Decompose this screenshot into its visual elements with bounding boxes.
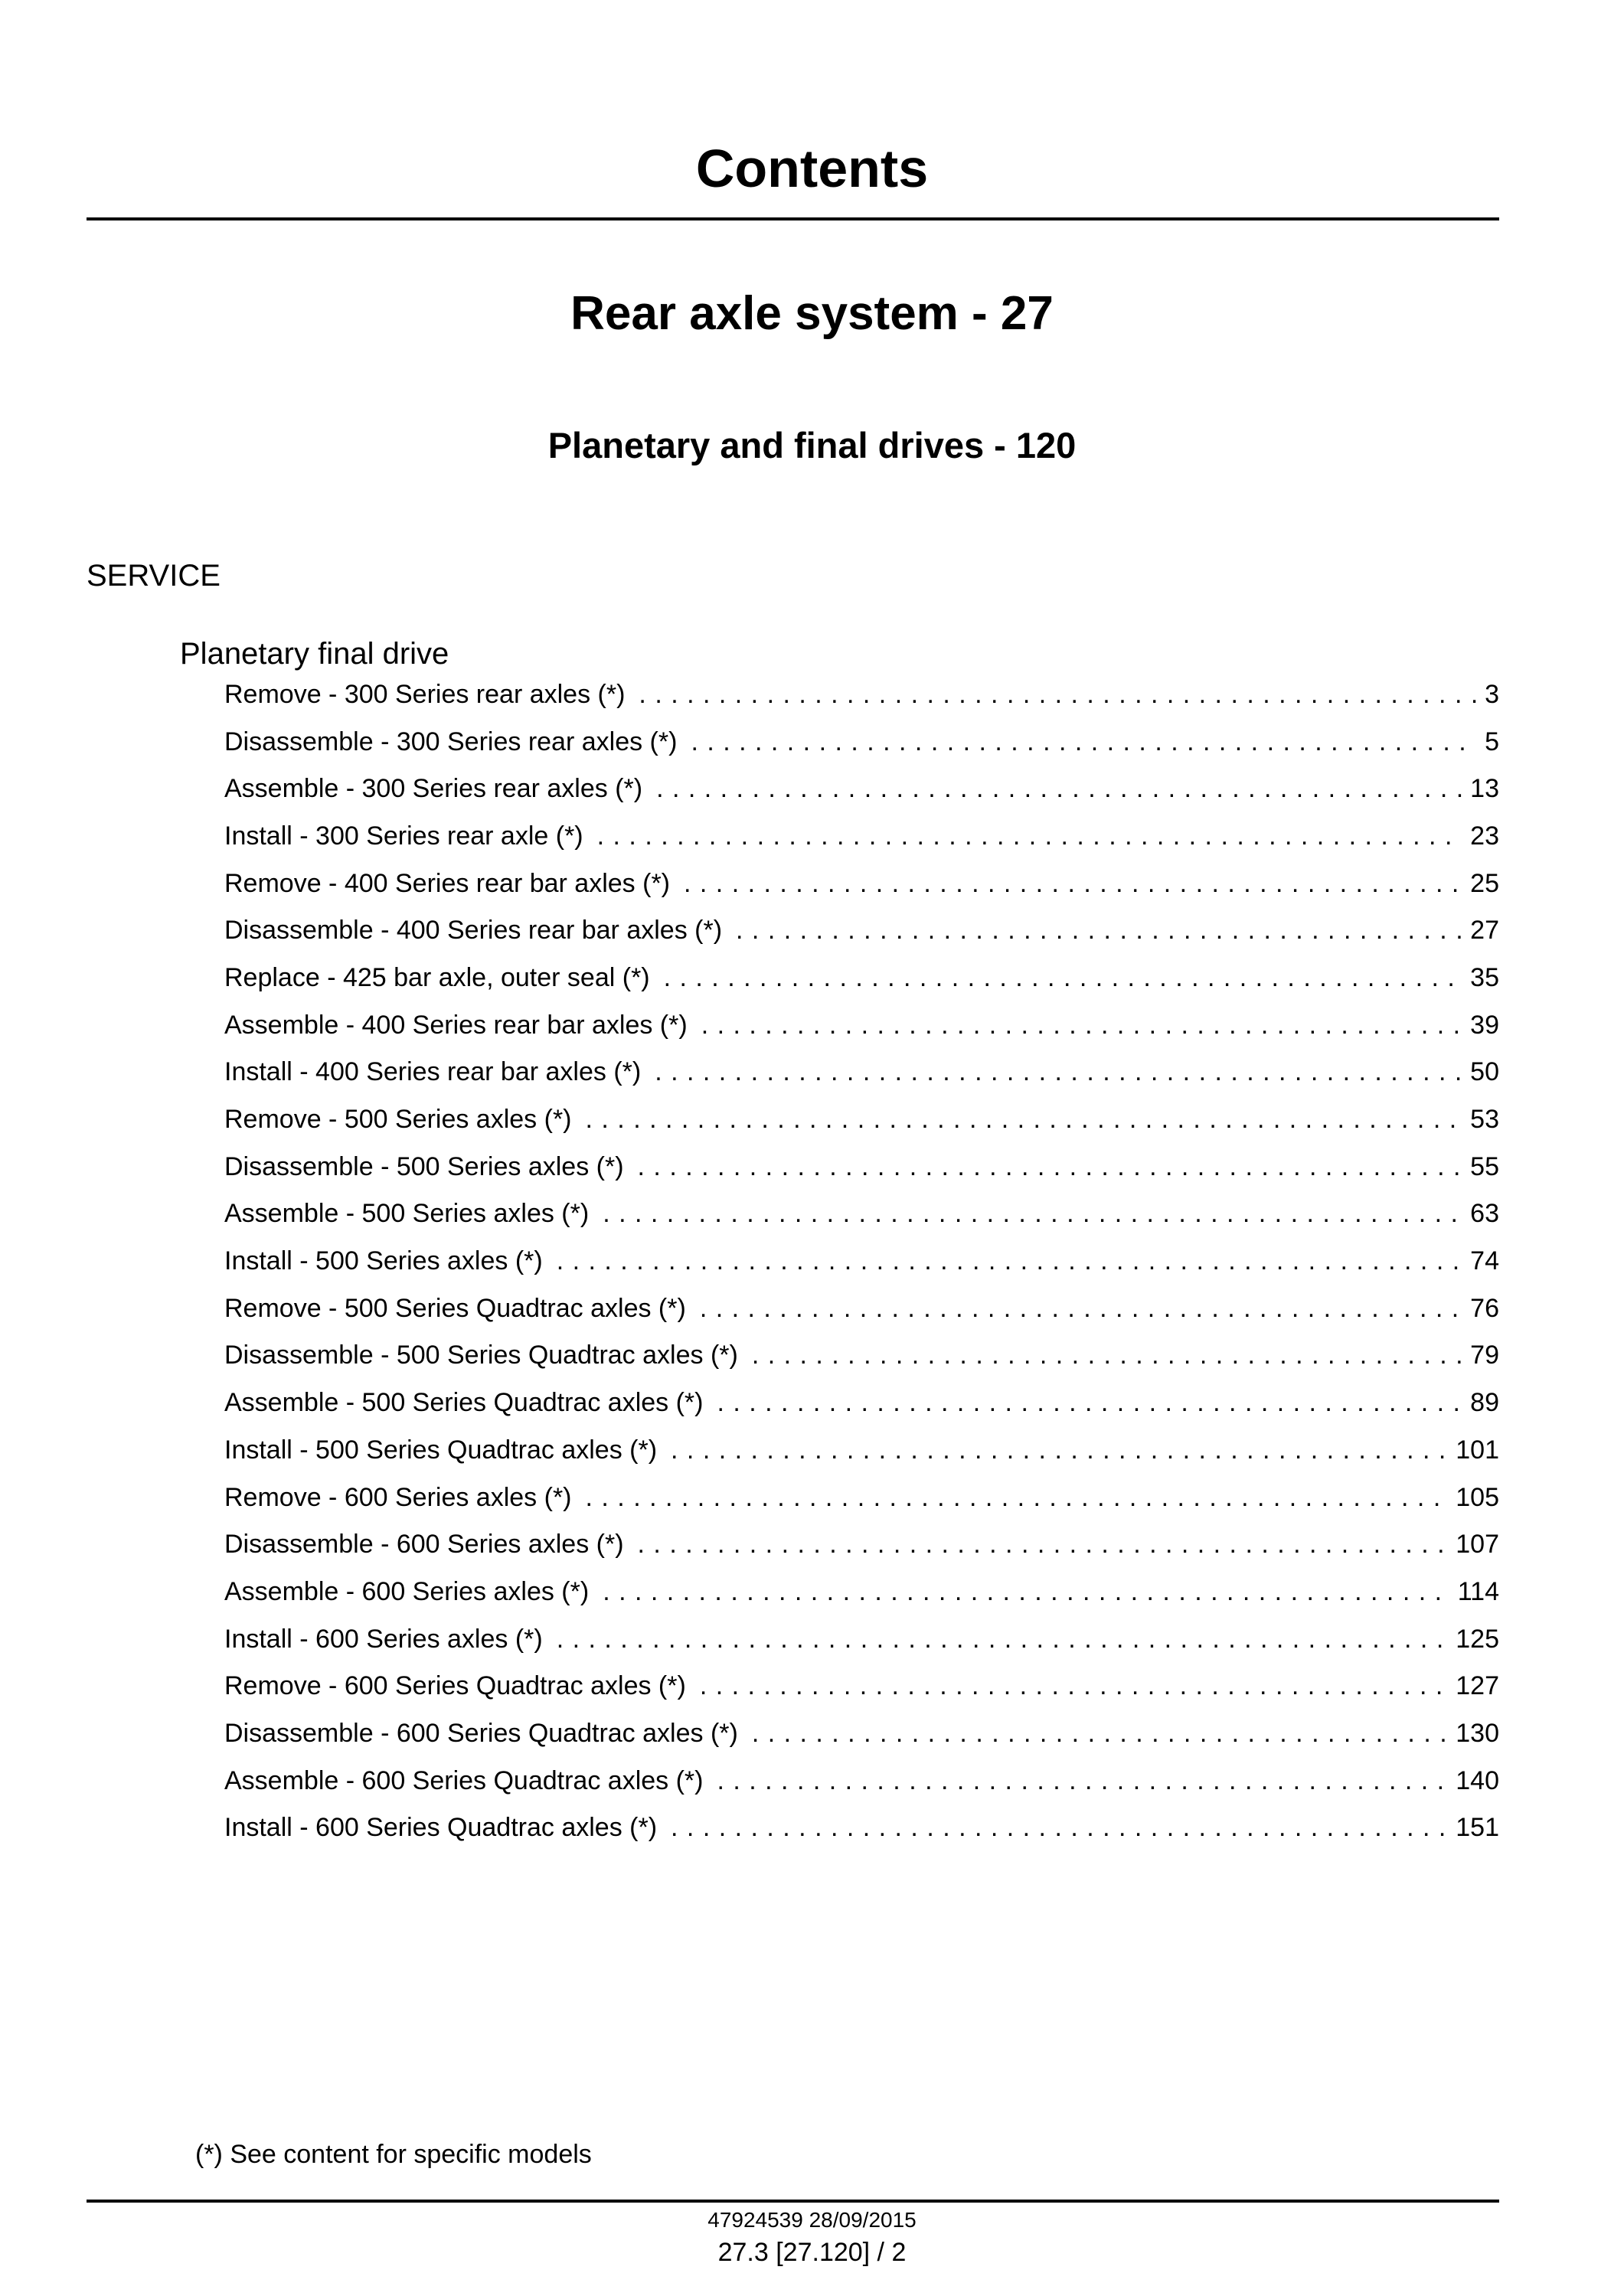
toc-entry-label: Install - 600 Series Quadtrac axles (*): [224, 1813, 658, 1843]
toc-entry[interactable]: [224, 1426, 1499, 1474]
toc-leader-dots: [701, 1008, 1462, 1042]
toc-leader-dots: [557, 1244, 1462, 1278]
toc-entry-page: 25: [1470, 868, 1499, 898]
toc-entry-page: 63: [1470, 1199, 1499, 1229]
toc-entry-page: 50: [1470, 1057, 1499, 1087]
toc-entry[interactable]: [224, 1520, 1499, 1568]
toc-entry-page: 39: [1470, 1010, 1499, 1040]
toc-entry[interactable]: [224, 1237, 1499, 1285]
toc-entry[interactable]: [224, 1285, 1499, 1332]
toc-entry-page: 74: [1470, 1246, 1499, 1276]
toc-entry-label: Disassemble - 500 Series Quadtrac axles (*): [224, 1341, 738, 1370]
toc-entry[interactable]: [224, 1615, 1499, 1663]
toc-entry-label: Install - 400 Series rear bar axles (*): [224, 1057, 642, 1087]
toc-entry-page: 127: [1456, 1671, 1499, 1701]
toc-entry-label: Remove - 500 Series Quadtrac axles (*): [224, 1293, 686, 1323]
toc-entry-label: Assemble - 400 Series rear bar axles (*): [224, 1010, 688, 1040]
toc-entry-page: 101: [1456, 1435, 1499, 1465]
toc-entry-label: Disassemble - 600 Series axles (*): [224, 1530, 624, 1560]
toc-entry-label: Disassemble - 300 Series rear axles (*): [224, 727, 678, 756]
toc-entry-label: Remove - 600 Series axles (*): [224, 1482, 572, 1512]
toc-entry-label: Replace - 425 bar axle, outer seal (*): [224, 962, 650, 992]
toc-entry-page: 76: [1470, 1293, 1499, 1323]
toc-leader-dots: [671, 1811, 1448, 1844]
toc-leader-dots: [597, 819, 1463, 853]
group-label: Planetary final drive: [180, 637, 449, 671]
toc-entry[interactable]: [224, 1049, 1499, 1096]
toc-entry-label: Disassemble - 500 Series axles (*): [224, 1151, 624, 1181]
toc-entry-label: Disassemble - 400 Series rear bar axles (*): [224, 916, 723, 946]
table-of-contents: [224, 671, 1499, 1851]
system-heading: Rear axle system - 27: [570, 287, 1054, 340]
toc-entry-label: Install - 500 Series axles (*): [224, 1246, 543, 1276]
toc-leader-dots: [638, 1527, 1449, 1561]
toc-entry[interactable]: [224, 860, 1499, 907]
toc-entry-page: 55: [1470, 1151, 1499, 1181]
toc-entry[interactable]: [224, 1757, 1499, 1804]
toc-entry[interactable]: [224, 1474, 1499, 1521]
toc-entry[interactable]: [224, 1379, 1499, 1426]
toc-leader-dots: [691, 725, 1477, 759]
toc-entry[interactable]: [224, 765, 1499, 812]
toc-entry-label: Disassemble - 600 Series Quadtrac axles (*): [224, 1718, 738, 1748]
toc-entry-page: 125: [1456, 1624, 1499, 1654]
toc-leader-dots: [603, 1197, 1462, 1230]
toc-entry-page: 114: [1457, 1576, 1499, 1606]
toc-entry[interactable]: [224, 1804, 1499, 1852]
toc-leader-dots: [586, 1481, 1449, 1514]
toc-entry[interactable]: [224, 1096, 1499, 1143]
toc-entry-page: 151: [1456, 1813, 1499, 1843]
toc-leader-dots: [752, 1338, 1462, 1372]
toc-leader-dots: [736, 913, 1462, 947]
header-rule: [87, 217, 1499, 220]
toc-leader-dots: [655, 1055, 1462, 1089]
toc-entry-label: Install - 500 Series Quadtrac axles (*): [224, 1435, 658, 1465]
toc-entry-page: 140: [1456, 1765, 1499, 1795]
toc-leader-dots: [717, 1386, 1462, 1419]
toc-entry-label: Assemble - 600 Series axles (*): [224, 1576, 590, 1606]
toc-leader-dots: [603, 1575, 1450, 1609]
toc-leader-dots: [656, 772, 1462, 805]
toc-entry-page: 23: [1470, 821, 1499, 851]
toc-leader-dots: [700, 1292, 1462, 1325]
toc-leader-dots: [717, 1764, 1448, 1798]
toc-entry[interactable]: [224, 1190, 1499, 1238]
toc-entry-page: 79: [1470, 1341, 1499, 1370]
page-reference: 27.3 [27.120] / 2: [717, 2238, 907, 2267]
toc-entry[interactable]: [224, 812, 1499, 860]
toc-entry[interactable]: [224, 1710, 1499, 1757]
toc-entry[interactable]: [224, 1001, 1499, 1049]
toc-entry-page: 130: [1456, 1718, 1499, 1748]
toc-entry-label: Assemble - 600 Series Quadtrac axles (*): [224, 1765, 704, 1795]
toc-entry[interactable]: [224, 1143, 1499, 1190]
toc-leader-dots: [557, 1622, 1449, 1656]
footnote: (*) See content for specific models: [195, 2140, 592, 2169]
toc-entry-label: Assemble - 500 Series axles (*): [224, 1199, 590, 1229]
toc-entry[interactable]: [224, 671, 1499, 718]
toc-entry-label: Remove - 400 Series rear bar axles (*): [224, 868, 671, 898]
toc-entry-page: 89: [1470, 1388, 1499, 1418]
toc-entry-label: Remove - 600 Series Quadtrac axles (*): [224, 1671, 686, 1701]
toc-entry-page: 35: [1470, 962, 1499, 992]
toc-entry[interactable]: [224, 1332, 1499, 1380]
document-id: 47924539 28/09/2015: [707, 2208, 917, 2232]
toc-leader-dots: [586, 1102, 1463, 1136]
toc-entry[interactable]: [224, 1568, 1499, 1615]
toc-leader-dots: [752, 1716, 1448, 1750]
toc-entry-page: 13: [1470, 774, 1499, 804]
toc-leader-dots: [639, 678, 1477, 711]
toc-leader-dots: [638, 1150, 1463, 1184]
toc-leader-dots: [664, 961, 1463, 994]
toc-entry-page: 5: [1485, 727, 1499, 756]
toc-leader-dots: [671, 1433, 1448, 1467]
toc-entry-page: 27: [1470, 916, 1499, 946]
footer-rule: [87, 2200, 1499, 2203]
toc-entry-label: Remove - 500 Series axles (*): [224, 1105, 572, 1135]
toc-entry[interactable]: [224, 906, 1499, 954]
toc-entry-page: 53: [1470, 1105, 1499, 1135]
toc-entry-label: Remove - 300 Series rear axles (*): [224, 679, 626, 709]
toc-entry[interactable]: [224, 718, 1499, 766]
toc-entry-page: 105: [1456, 1482, 1499, 1512]
toc-entry-label: Assemble - 500 Series Quadtrac axles (*): [224, 1388, 704, 1418]
toc-entry[interactable]: [224, 954, 1499, 1001]
toc-leader-dots: [700, 1669, 1448, 1703]
toc-entry[interactable]: [224, 1662, 1499, 1710]
page-title: Contents: [695, 139, 929, 198]
toc-leader-dots: [684, 867, 1462, 900]
toc-entry-label: Install - 300 Series rear axle (*): [224, 821, 583, 851]
toc-entry-label: Install - 600 Series axles (*): [224, 1624, 543, 1654]
toc-entry-page: 107: [1456, 1530, 1499, 1560]
section-label: SERVICE: [87, 559, 221, 593]
subsystem-heading: Planetary and final drives - 120: [547, 425, 1077, 465]
toc-entry-page: 3: [1485, 679, 1499, 709]
toc-entry-label: Assemble - 300 Series rear axles (*): [224, 774, 643, 804]
